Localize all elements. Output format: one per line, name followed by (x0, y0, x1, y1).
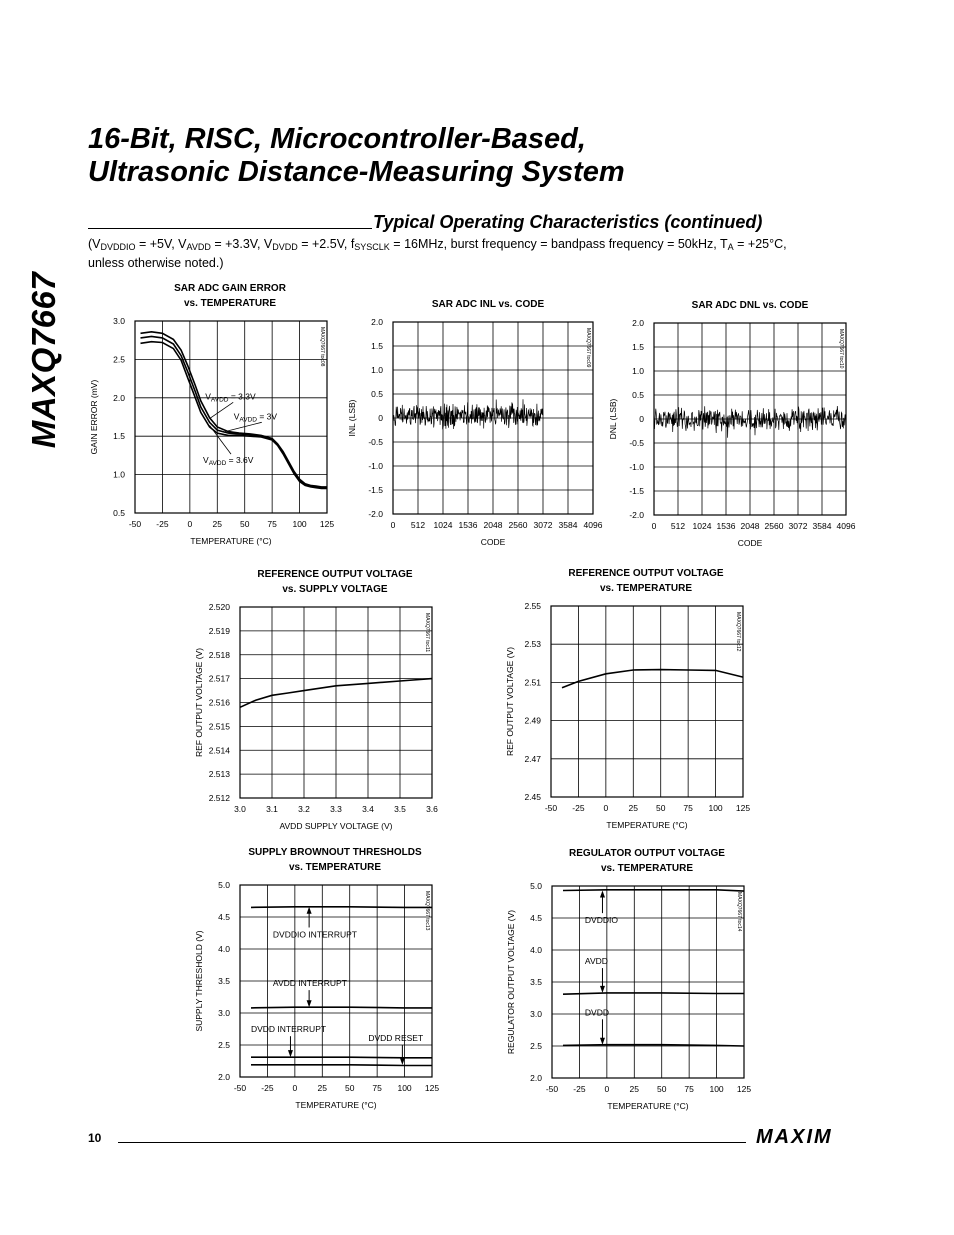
series-line (251, 1065, 432, 1066)
x-tick-label: 2048 (483, 520, 503, 530)
x-tick-label: 3.6 (426, 804, 438, 814)
y-tick-label: 4.5 (218, 912, 230, 922)
x-tick-label: 100 (709, 1084, 724, 1094)
x-tick-label: 3072 (788, 521, 808, 531)
x-tick-label: 1536 (716, 521, 736, 531)
annotation-text: V (203, 455, 209, 466)
x-tick-label: 3584 (558, 520, 578, 530)
y-tick-label: 2.0 (632, 318, 644, 328)
y-tick-label: 0.5 (632, 390, 644, 400)
annotation-text: = 3.3V (228, 391, 256, 402)
y-tick-label: 4.0 (218, 944, 230, 954)
arrow-head (600, 1038, 605, 1045)
annotation-leader (210, 402, 234, 418)
side-title-text: MAXQ7667 (25, 271, 62, 449)
y-tick-label: 1.5 (371, 341, 383, 351)
y-tick-label: 0.5 (371, 389, 383, 399)
y-tick-label: 2.5 (530, 1041, 542, 1051)
x-tick-label: 0 (651, 521, 657, 531)
chart-c3 (608, 300, 856, 548)
chart-c1 (89, 283, 334, 546)
y-tick-label: 2.5 (218, 1040, 230, 1050)
cond-sub: DVDD (272, 242, 298, 252)
figure-code: MAXQ7667 toc14 (736, 892, 742, 932)
y-tick-label: 4.5 (530, 913, 542, 923)
x-tick-label: 3072 (533, 520, 553, 530)
x-tick-label: 25 (317, 1083, 328, 1093)
y-tick-label: 2.518 (208, 649, 230, 660)
x-tick-label: 125 (735, 803, 751, 813)
y-tick-label: 3.5 (530, 977, 542, 987)
y-tick-label: 5.0 (530, 881, 542, 891)
y-tick-label: 0 (639, 414, 644, 424)
x-tick-label: 0 (603, 803, 609, 813)
y-axis-label: GAIN ERROR (mV) (89, 379, 99, 455)
y-tick-label: 3.5 (218, 976, 230, 986)
title-line-2: Ultrasonic Distance-Measuring System (88, 156, 625, 188)
y-tick-label: -0.5 (368, 437, 383, 447)
y-tick-label: 2.55 (524, 601, 541, 611)
x-tick-label: 3.4 (362, 804, 374, 814)
y-tick-label: -1.0 (629, 462, 644, 472)
plot-frame (551, 606, 743, 797)
title-line-1: 16-Bit, RISC, Microcontroller-Based, (88, 123, 586, 155)
y-axis-label: INL (LSB) (347, 399, 357, 437)
y-tick-label: 1.5 (632, 342, 644, 352)
annotation-sub: AVDD (210, 396, 229, 404)
chart-c4 (194, 569, 438, 831)
chart-title: vs. TEMPERATURE (183, 298, 277, 309)
x-tick-label: 2560 (764, 521, 784, 531)
series-line (251, 1007, 432, 1008)
y-tick-label: 0.5 (113, 508, 125, 518)
series-line (563, 993, 744, 994)
y-tick-label: 4.0 (530, 945, 542, 955)
annotation-leader (225, 422, 262, 431)
x-tick-label: 50 (655, 803, 666, 813)
x-tick-label: 50 (656, 1084, 667, 1094)
y-tick-label: 2.51 (524, 677, 541, 688)
y-tick-label: -2.0 (368, 509, 383, 519)
annotation-text: DVDD INTERRUPT (250, 1024, 327, 1035)
arrow-head (600, 890, 605, 897)
y-tick-label: 5.0 (218, 880, 230, 890)
x-tick-label: 0 (292, 1083, 298, 1093)
arrow-head (307, 907, 312, 914)
annotation-sub: AVDD (239, 416, 257, 424)
y-tick-label: 3.0 (530, 1009, 542, 1019)
annotation-text: V (205, 391, 211, 402)
x-tick-label: 512 (410, 520, 426, 530)
section-title: Typical Operating Characteristics (continued) (373, 212, 763, 232)
page-number: 10 (88, 1131, 102, 1145)
footer-rule (118, 1142, 746, 1143)
y-tick-label: 1.0 (113, 469, 125, 480)
figure-code: MAXQ7667 toc10 (838, 329, 844, 369)
y-tick-label: 1.5 (113, 431, 125, 442)
x-tick-label: -25 (572, 803, 585, 813)
x-tick-label: 0 (187, 519, 193, 529)
chart-c7 (506, 848, 751, 1111)
chart-c2 (347, 299, 603, 547)
y-tick-label: 2.47 (524, 753, 541, 764)
x-axis-label: TEMPERATURE (°C) (607, 1101, 689, 1111)
x-tick-label: 3.2 (298, 804, 310, 814)
annotation-text: AVDD (584, 956, 608, 967)
x-tick-label: 75 (684, 1084, 694, 1094)
x-tick-label: 75 (683, 803, 693, 813)
x-tick-label: 100 (397, 1083, 412, 1093)
series-line (251, 907, 432, 908)
x-tick-label: 512 (670, 521, 686, 531)
cond-text: = +3.3V, V (210, 237, 273, 251)
x-tick-label: 1024 (433, 520, 453, 530)
x-tick-label: 4096 (836, 521, 856, 531)
x-tick-label: 25 (212, 519, 223, 529)
y-tick-label: 2.512 (208, 793, 230, 803)
annotation-text: DVDD (584, 1007, 610, 1018)
x-tick-label: 3.3 (330, 804, 342, 814)
cond-sub: SYSCLK (354, 242, 390, 252)
series-line (251, 1057, 432, 1058)
x-tick-label: -50 (545, 1084, 559, 1094)
x-tick-label: -50 (233, 1083, 247, 1093)
x-tick-label: 75 (372, 1083, 382, 1093)
y-tick-label: 2.516 (208, 697, 230, 708)
x-tick-label: 3.1 (266, 804, 278, 814)
cond-text: = +5V, V (135, 237, 187, 251)
x-tick-label: 25 (628, 803, 639, 813)
x-axis-label: CODE (480, 537, 506, 547)
curve-annotation (585, 915, 618, 925)
curve-annotation (205, 391, 256, 403)
chart-c6 (194, 847, 439, 1110)
y-tick-label: 2.513 (208, 769, 230, 780)
y-tick-label: 1.0 (371, 365, 383, 375)
x-tick-label: -25 (261, 1083, 274, 1093)
y-tick-label: -1.5 (368, 485, 383, 495)
annotation-text: = 3V (256, 411, 278, 422)
y-axis-label: REGULATOR OUTPUT VOLTAGE (V) (506, 909, 516, 1055)
chart-title: REGULATOR OUTPUT VOLTAGE (569, 848, 725, 859)
x-tick-label: 1536 (458, 520, 478, 530)
y-tick-label: 2.514 (208, 745, 230, 756)
x-tick-label: 50 (344, 1083, 355, 1093)
curve-annotation (234, 411, 278, 423)
x-tick-label: -25 (156, 519, 169, 529)
curve-annotation (273, 978, 347, 988)
y-tick-label: 2.515 (208, 721, 230, 732)
y-tick-label: 3.0 (113, 316, 125, 326)
x-axis-label: TEMPERATURE (°C) (606, 820, 688, 830)
chart-title: SAR ADC INL vs. CODE (431, 299, 545, 310)
arrow-head (600, 986, 605, 993)
y-tick-label: 2.0 (371, 317, 383, 327)
y-tick-label: -1.5 (629, 486, 644, 496)
chart-title: SUPPLY BROWNOUT THRESHOLDS (248, 847, 422, 858)
figure-code: MAXQ7667 toc09 (585, 328, 591, 368)
cond-text: = +2.5V, f (297, 237, 355, 251)
curve-annotation (273, 929, 357, 939)
chart-title: SAR ADC GAIN ERROR (174, 283, 286, 294)
x-tick-label: 100 (292, 519, 307, 529)
chart-title: vs. TEMPERATURE (599, 583, 693, 594)
chart-title: REFERENCE OUTPUT VOLTAGE (568, 568, 724, 579)
cond-sub: A (727, 242, 734, 252)
x-tick-label: 3584 (812, 521, 832, 531)
curve-annotation (251, 1024, 326, 1034)
x-tick-label: 0 (390, 520, 396, 530)
y-tick-label: 2.520 (208, 602, 230, 612)
y-axis-label: DNL (LSB) (608, 398, 618, 440)
x-tick-label: 1024 (692, 521, 712, 531)
annotation-leader (210, 425, 231, 454)
y-tick-label: 2.0 (530, 1073, 542, 1083)
annotation-text: DVDDIO (584, 915, 618, 926)
cond-sub: DVDDIO (100, 242, 136, 252)
y-tick-label: 2.0 (113, 392, 125, 403)
arrow-head (307, 1000, 312, 1007)
plot-frame (135, 321, 327, 513)
x-tick-label: 25 (629, 1084, 640, 1094)
y-tick-label: 2.517 (208, 673, 230, 684)
x-tick-label: 0 (604, 1084, 610, 1094)
x-tick-label: 75 (267, 519, 277, 529)
y-axis-label: REF OUTPUT VOLTAGE (V) (505, 646, 515, 757)
arrow-head (400, 1058, 405, 1065)
x-tick-label: -50 (544, 803, 558, 813)
x-tick-label: 125 (424, 1083, 440, 1093)
figure-code: MAXQ7667 toc08 (319, 327, 325, 367)
y-tick-label: 2.53 (524, 639, 541, 650)
curve-annotation (585, 956, 608, 966)
x-tick-label: 2560 (508, 520, 528, 530)
chart-title: vs. TEMPERATURE (288, 862, 382, 873)
y-tick-label: 3.0 (218, 1008, 230, 1018)
x-tick-label: 2048 (740, 521, 760, 531)
annotation-text: AVDD INTERRUPT (272, 978, 347, 989)
figure-code: MAXQ7667 toc11 (424, 613, 430, 653)
y-axis-label: REF OUTPUT VOLTAGE (V) (194, 647, 204, 758)
y-tick-label: 0 (378, 413, 383, 423)
y-tick-label: 1.0 (632, 366, 644, 376)
annotation-text: DVDD RESET (368, 1033, 424, 1044)
cond-text: unless otherwise noted.) (88, 256, 224, 270)
curve-annotation (585, 1007, 609, 1017)
x-tick-label: 50 (239, 519, 250, 529)
chart-title: vs. SUPPLY VOLTAGE (282, 584, 388, 595)
cond-text: (V (88, 237, 101, 251)
y-axis-label: SUPPLY THRESHOLD (V) (194, 930, 204, 1032)
y-tick-label: -1.0 (368, 461, 383, 471)
y-tick-label: 2.519 (208, 625, 230, 636)
cond-text: = +25°C, (733, 237, 787, 251)
cond-sub: AVDD (186, 242, 211, 252)
chart-c5 (505, 568, 750, 830)
chart-title: SAR ADC DNL vs. CODE (691, 300, 809, 311)
x-axis-label: CODE (737, 538, 763, 548)
y-tick-label: -2.0 (629, 510, 644, 520)
y-tick-label: 2.5 (113, 354, 125, 365)
y-tick-label: 2.45 (524, 792, 541, 802)
x-tick-label: -50 (128, 519, 142, 529)
x-axis-label: TEMPERATURE (°C) (295, 1100, 377, 1110)
x-tick-label: 125 (736, 1084, 752, 1094)
annotation-text: V (233, 411, 240, 422)
figure-code: MAXQ7667 toc13 (424, 891, 430, 931)
annotation-sub: AVDD (208, 460, 227, 468)
x-axis-label: AVDD SUPPLY VOLTAGE (V) (279, 821, 393, 831)
cond-text: = 16MHz, burst frequency = bandpass frequency = 50kHz, T (389, 237, 728, 251)
chart-title: vs. TEMPERATURE (600, 863, 694, 874)
x-tick-label: 125 (319, 519, 335, 529)
x-tick-label: 100 (708, 803, 723, 813)
curve-annotation (368, 1033, 423, 1043)
x-tick-label: 3.5 (394, 804, 406, 814)
x-axis-label: TEMPERATURE (°C) (190, 536, 272, 546)
annotation-text: = 3.6V (226, 455, 254, 466)
logo-text: MAXIM (756, 1126, 833, 1146)
maxim-logo (756, 1126, 866, 1146)
x-tick-label: 4096 (583, 520, 603, 530)
figure-code: MAXQ7667 toc12 (735, 612, 741, 652)
y-tick-label: 2.0 (218, 1072, 230, 1082)
arrow-head (288, 1050, 293, 1057)
annotation-text: DVDDIO INTERRUPT (272, 929, 357, 940)
y-tick-label: 2.49 (524, 715, 541, 726)
chart-title: REFERENCE OUTPUT VOLTAGE (257, 569, 413, 580)
y-tick-label: -0.5 (629, 438, 644, 448)
curve-annotation (203, 455, 254, 467)
x-tick-label: -25 (573, 1084, 586, 1094)
x-tick-label: 3.0 (234, 804, 246, 814)
